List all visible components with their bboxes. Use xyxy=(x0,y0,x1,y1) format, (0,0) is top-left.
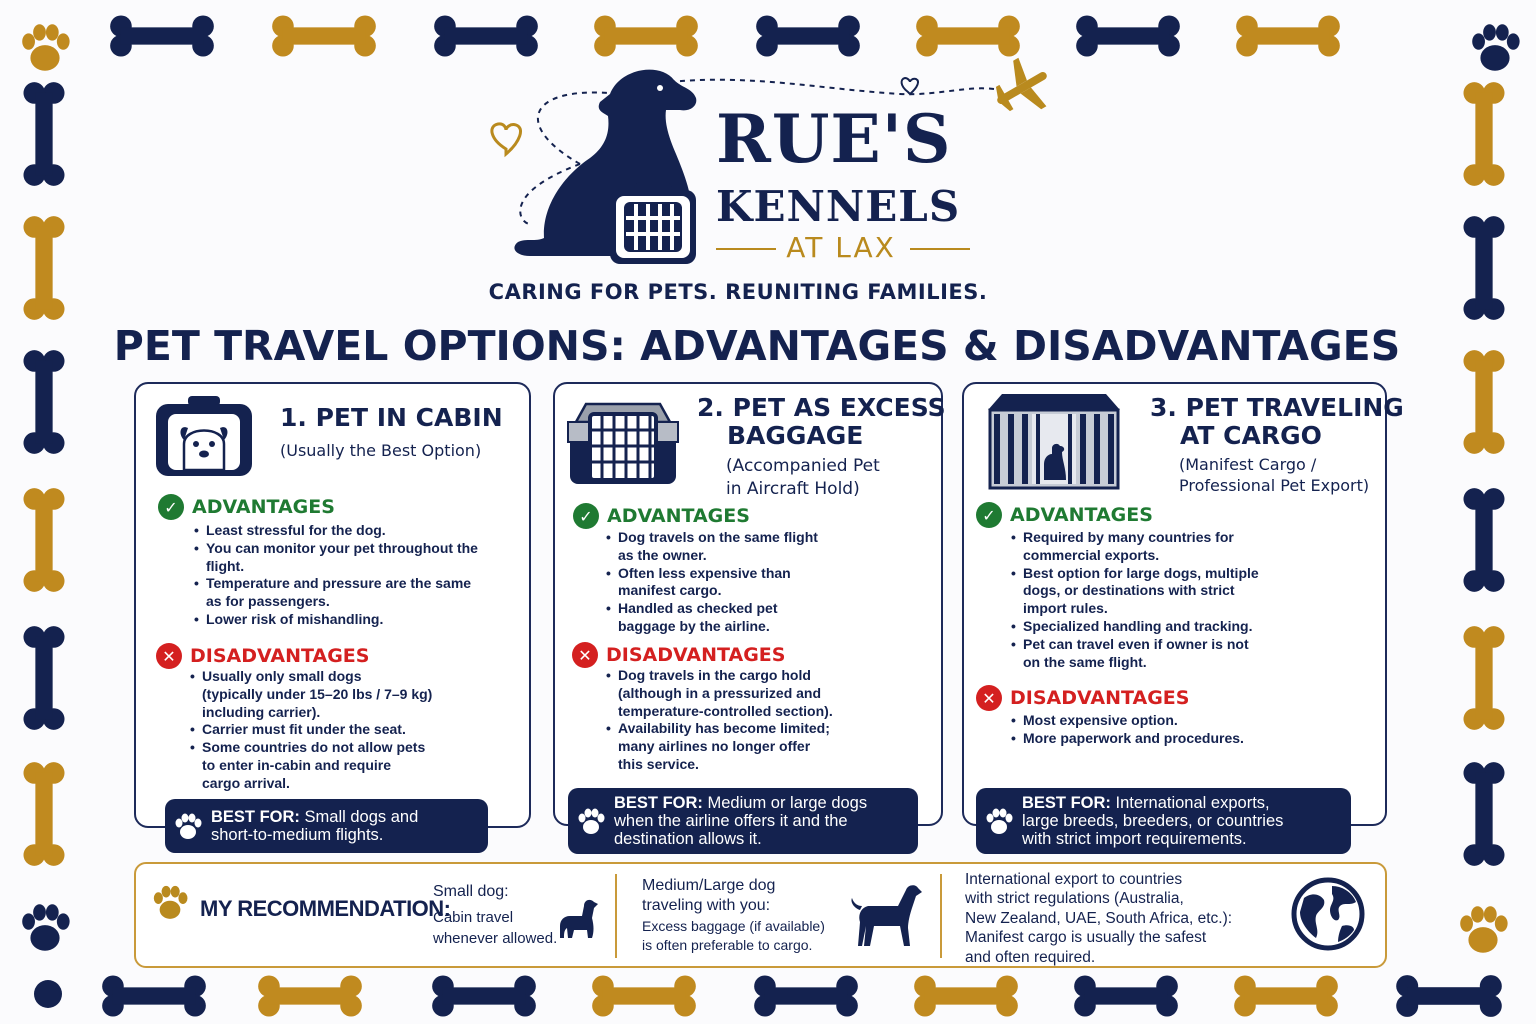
card-title xyxy=(280,404,503,432)
recommendation-line: traveling with you: xyxy=(642,897,771,914)
list-item-line: as the owner. xyxy=(618,546,707,563)
card-title-line: 2. PET AS EXCESS xyxy=(697,393,946,422)
disadvantages-heading xyxy=(156,643,369,669)
list-item xyxy=(1009,529,1369,565)
disadvantages-label: DISADVANTAGES xyxy=(606,644,786,666)
card-subtitle-line: (Accompanied Pet xyxy=(726,456,880,476)
list-item-line: • Some countries do not allow pets xyxy=(202,739,426,756)
list-item-line: • Dog travels on the same flight xyxy=(618,529,818,545)
list-item-line: import rules. xyxy=(1023,600,1108,617)
best-for-line: when the airline offers it and the xyxy=(614,812,848,830)
list-item-line: • Best option for large dogs, multiple xyxy=(1023,564,1259,581)
card-title xyxy=(697,394,946,450)
disadvantages-list xyxy=(188,668,518,793)
best-for-line: with strict import requirements. xyxy=(1022,830,1247,848)
list-item-line: manifest cargo. xyxy=(618,582,722,599)
list-item-line: commercial exports. xyxy=(1023,546,1160,563)
list-item-line: • Most expensive option. xyxy=(1023,712,1178,728)
globe-icon xyxy=(1290,876,1366,952)
bone-icon xyxy=(1074,14,1182,58)
paw-icon xyxy=(165,811,211,841)
paw-icon xyxy=(148,882,192,922)
card-title-line: BAGGAGE xyxy=(727,421,864,450)
paw-icon xyxy=(976,806,1022,836)
list-item xyxy=(192,540,522,576)
cargo-kennel-with-dog-icon xyxy=(986,392,1122,490)
list-item-line: dogs, or destinations with strict xyxy=(1023,582,1235,599)
advantages-heading xyxy=(976,502,1153,528)
list-item xyxy=(192,522,522,540)
bone-icon xyxy=(752,974,860,1018)
list-item-line: to enter in-cabin and require xyxy=(202,756,392,773)
bone-icon xyxy=(754,14,862,58)
paw-icon xyxy=(14,896,76,958)
card-subtitle xyxy=(726,455,880,501)
recommendation-line: New Zealand, UAE, South Africa, etc.): xyxy=(965,909,1233,927)
list-item xyxy=(604,565,934,601)
best-for-badge xyxy=(976,788,1351,854)
bone-icon xyxy=(256,974,364,1018)
card-subtitle xyxy=(1179,454,1369,496)
list-item xyxy=(188,668,518,721)
disadvantages-heading xyxy=(976,685,1189,711)
list-item-line: • Pet can travel even if owner is not xyxy=(1023,635,1249,652)
bone-icon xyxy=(1234,14,1342,58)
list-item-line: (typically under 15–20 lbs / 7–9 kg) xyxy=(202,685,433,702)
best-for-text xyxy=(614,794,867,848)
list-item-line: many airlines no longer offer xyxy=(618,738,811,755)
recommendation-line: and often required. xyxy=(965,948,1096,966)
card-subtitle-line: (Usually the Best Option) xyxy=(280,441,482,460)
bone-icon xyxy=(100,974,208,1018)
list-item xyxy=(188,721,518,739)
recommendation-line: is often preferable to cargo. xyxy=(642,937,813,953)
list-item-line: • Least stressful for the dog. xyxy=(206,522,386,538)
paw-icon xyxy=(14,16,76,78)
bone-icon xyxy=(432,14,540,58)
bone-icon xyxy=(592,14,700,58)
recommendation-small-body xyxy=(433,907,557,949)
bone-icon xyxy=(1462,214,1506,322)
brand-name-line3 xyxy=(710,231,972,264)
advantages-list xyxy=(1009,529,1369,671)
list-item-line: • Required by many countries for xyxy=(1023,529,1234,545)
bone-icon xyxy=(1462,80,1506,188)
best-for-badge xyxy=(165,799,488,853)
list-item-line: including carrier). xyxy=(202,703,321,720)
bone-icon xyxy=(22,760,66,868)
page-title: PET TRAVEL OPTIONS: ADVANTAGES & DISADVANTAGES xyxy=(113,322,1401,370)
bone-icon xyxy=(22,486,66,594)
list-item-line: • Handled as checked pet xyxy=(618,600,778,617)
paw-icon xyxy=(1452,898,1514,960)
recommendation-line: with strict regulations (Australia, xyxy=(965,890,1184,908)
bone-icon xyxy=(1232,974,1340,1018)
recommendation-line: Manifest cargo is usually the safest xyxy=(965,929,1207,947)
bone-icon xyxy=(1072,974,1180,1018)
list-item xyxy=(1009,636,1369,672)
recommendation-label: MY RECOMMENDATION: xyxy=(200,896,451,921)
disadvantages-heading xyxy=(572,642,785,668)
list-item-line: baggage by the airline. xyxy=(618,617,770,634)
brand-name-line2: KENNELS xyxy=(716,182,961,231)
list-item xyxy=(604,529,934,565)
bone-icon xyxy=(22,214,66,322)
best-for-label: BEST FOR: xyxy=(211,808,300,826)
disadvantages-list xyxy=(604,667,934,774)
best-for-line: short-to-medium flights. xyxy=(211,826,384,844)
checkmark-icon: ✓ xyxy=(573,503,599,529)
list-item-line: • Availability has become limited; xyxy=(618,720,830,737)
recommendation-line: Excess baggage (if available) xyxy=(642,918,825,934)
best-for-line: Medium or large dogs xyxy=(707,794,868,812)
list-item xyxy=(604,720,934,773)
best-for-badge xyxy=(568,788,918,854)
card-subtitle-line: (Manifest Cargo / xyxy=(1179,455,1317,474)
card-subtitle-line: in Aircraft Hold) xyxy=(726,479,860,499)
advantages-list xyxy=(192,522,522,629)
list-item xyxy=(192,611,522,629)
paw-icon xyxy=(568,806,614,836)
card-title-line: 1. PET IN CABIN xyxy=(280,403,503,432)
list-item xyxy=(192,575,522,611)
bone-icon xyxy=(22,624,66,732)
recommendation-medium-heading xyxy=(642,876,775,916)
disadvantages-label: DISADVANTAGES xyxy=(190,645,370,667)
small-dog-icon xyxy=(554,896,600,940)
best-for-text xyxy=(211,808,418,844)
recommendation-line: Cabin travel xyxy=(433,909,514,926)
bone-icon xyxy=(1462,760,1506,868)
advantages-label: ADVANTAGES xyxy=(192,496,335,518)
list-item xyxy=(188,739,518,792)
plastic-travel-crate-icon xyxy=(566,398,680,490)
recommendation-line: whenever allowed. xyxy=(433,930,558,947)
list-item xyxy=(604,600,934,636)
list-item-line: cargo arrival. xyxy=(202,774,290,791)
bone-icon xyxy=(108,14,216,58)
list-item-line: • You can monitor your pet throughout the xyxy=(206,539,478,556)
recommendation-international xyxy=(965,870,1232,967)
bone-icon xyxy=(430,974,538,1018)
bone-icon xyxy=(912,974,1020,1018)
best-for-label: BEST FOR: xyxy=(1022,794,1111,812)
advantages-label: ADVANTAGES xyxy=(607,505,750,527)
list-item xyxy=(1009,730,1369,748)
disadvantages-list xyxy=(1009,712,1369,748)
advantages-list xyxy=(604,529,934,636)
list-item-line: • Temperature and pressure are the same xyxy=(206,575,472,592)
list-item xyxy=(1009,712,1369,730)
bone-icon xyxy=(590,974,698,1018)
advantages-heading xyxy=(158,494,335,520)
x-mark-icon: ✕ xyxy=(976,685,1002,711)
best-for-text xyxy=(1022,794,1283,848)
list-item-line: this service. xyxy=(618,755,699,772)
bone-icon xyxy=(1462,486,1506,594)
list-item-line: flight. xyxy=(206,557,245,574)
list-item-line: (although in a pressurized and xyxy=(618,684,822,701)
list-item-line: • Lower risk of mishandling. xyxy=(206,610,384,627)
divider xyxy=(940,874,942,958)
list-item-line: as for passengers. xyxy=(206,593,330,610)
divider xyxy=(615,874,617,958)
list-item xyxy=(1009,565,1369,618)
checkmark-icon: ✓ xyxy=(158,494,184,520)
bone-icon xyxy=(914,14,1022,58)
checkmark-icon: ✓ xyxy=(976,502,1002,528)
dot-decoration xyxy=(34,980,62,1008)
recommendation-small-heading: Small dog: xyxy=(433,883,509,900)
best-for-line: Small dogs and xyxy=(304,808,419,826)
list-item xyxy=(604,667,934,720)
list-item-line: • Often less expensive than xyxy=(618,564,791,581)
card-title-line: AT CARGO xyxy=(1180,421,1322,450)
list-item xyxy=(1009,618,1369,636)
advantages-label: ADVANTAGES xyxy=(1010,504,1153,526)
x-mark-icon: ✕ xyxy=(156,643,182,669)
recommendation-line: International export to countries xyxy=(965,871,1183,888)
bone-icon xyxy=(22,80,66,188)
disadvantages-label: DISADVANTAGES xyxy=(1010,687,1190,709)
tagline: CARING FOR PETS. REUNITING FAMILIES. xyxy=(488,280,988,304)
list-item-line: temperature-controlled section). xyxy=(618,702,833,719)
recommendation-line: Medium/Large dog xyxy=(642,877,776,894)
advantages-heading xyxy=(573,503,750,529)
bone-icon xyxy=(270,14,378,58)
bone-icon xyxy=(1394,974,1504,1018)
list-item-line: • Specialized handling and tracking. xyxy=(1023,617,1253,634)
list-item-line: on the same flight. xyxy=(1023,653,1147,670)
bone-icon xyxy=(1462,624,1506,732)
list-item-line: • Dog travels in the cargo hold xyxy=(618,667,811,683)
list-item-line: • More paperwork and procedures. xyxy=(1023,729,1244,746)
best-for-line: International exports, xyxy=(1115,794,1270,812)
paw-icon xyxy=(1464,16,1526,78)
best-for-line: large breeds, breeders, or countries xyxy=(1022,812,1284,830)
list-item-line: • Usually only small dogs xyxy=(202,668,362,684)
card-title xyxy=(1150,394,1404,450)
list-item-line: • Carrier must fit under the seat. xyxy=(202,721,406,738)
card-title-line: 3. PET TRAVELING xyxy=(1150,393,1404,422)
brand-name-line1: RUE'S xyxy=(716,100,952,178)
brand-location: AT LAX xyxy=(786,231,896,264)
card-subtitle-line: Professional Pet Export) xyxy=(1179,476,1370,495)
best-for-label: BEST FOR: xyxy=(614,794,703,812)
pet-carrier-with-dog-icon xyxy=(154,394,254,478)
recommendation-medium-body xyxy=(642,917,825,955)
large-dog-icon xyxy=(848,882,924,948)
best-for-line: destination allows it. xyxy=(614,830,762,848)
card-subtitle xyxy=(280,441,481,461)
x-mark-icon: ✕ xyxy=(572,642,598,668)
